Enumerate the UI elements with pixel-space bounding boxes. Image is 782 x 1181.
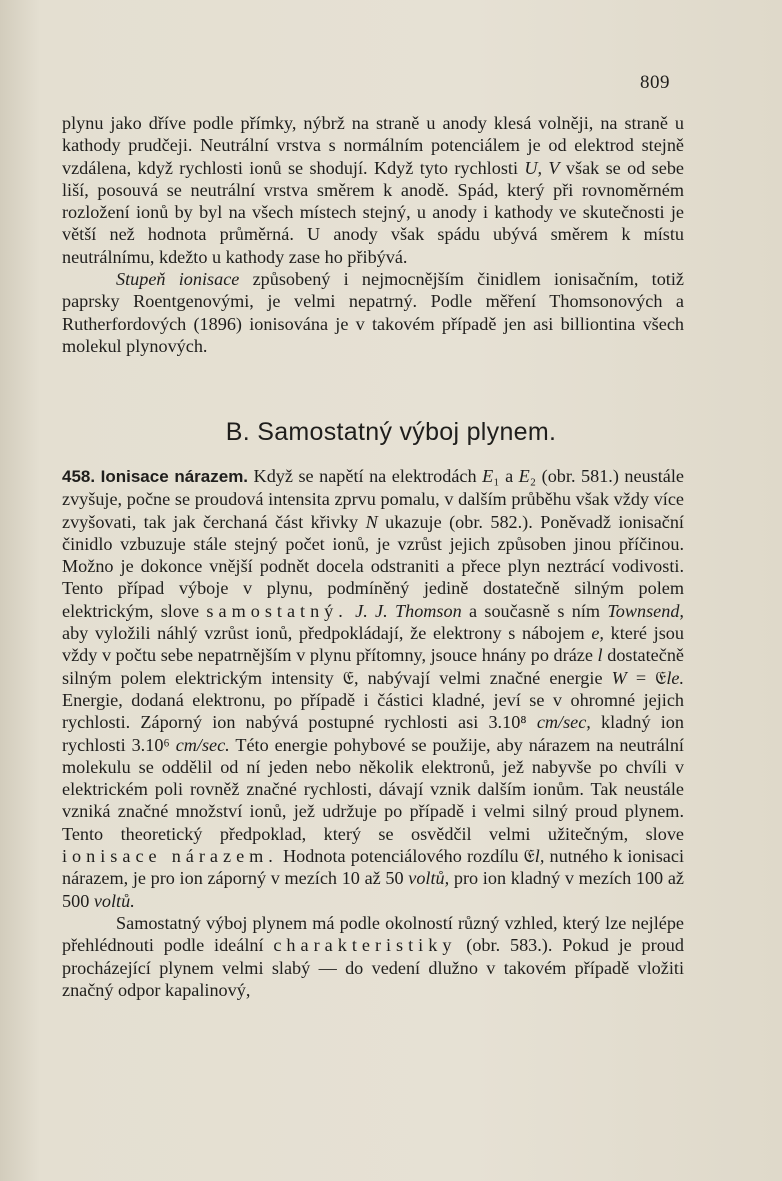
text-run: způsobený i nejmocnějším činidlem ionisačním, totiž paprsky Roentgenovými, je velmi nepatrný. Podle měření Thomsonových a Rutherfordových (1896) ionisována je v takovém případě jen asi billiontina všech molekul plynových. [62, 269, 684, 356]
italic-text: W [611, 667, 627, 688]
text-run: aby vyložili náhlý vzrůst ionů, předpokládají, že elektrony s nábojem [62, 623, 592, 644]
text-run: = 𝔈 [626, 667, 667, 688]
text-run: Hodnota potenciálového rozdílu 𝔈 [277, 846, 535, 867]
italic-text: l, [534, 846, 545, 867]
text-run: Samostatný výboj plynem má podle okolností různý vzhled, který lze nejlépe přehlédnouti podle ideální [62, 912, 684, 956]
italic-text: E [482, 466, 494, 486]
italic-text: J. J. Thomson [355, 600, 462, 621]
paragraph-body [62, 466, 684, 911]
italic-text: cm/sec, [536, 712, 591, 733]
italic-text: N [365, 511, 378, 532]
text-run: plynu jako dříve podle přímky, nýbrž na straně u anody klesá volněji, na straně u kathody prudčeji. Neutrální vrstva s normálním potenciálem je od elektrod stejně vzdálena, když rychlosti ionů se shodují. Když tyto rychlosti [62, 113, 684, 178]
italic-text: le. [666, 667, 684, 688]
italic-text: E [518, 466, 530, 486]
text-run: dostatečně silným polem elektrickým intensity 𝔈, nabývají velmi značné energie [62, 645, 684, 688]
section-heading: B. Samostatný výboj plynem. [225, 418, 557, 446]
text-run: Když se napětí na elektrodách [248, 466, 483, 486]
italic-text: voltů, [408, 868, 450, 889]
italic-text: U, V [524, 157, 560, 178]
paragraph [62, 268, 684, 357]
text-run: ukazuje (obr. 582.). Poněvadž ionisační činidlo vzbuzuje stále stejný počet ionů, je vzrůst jejich způsoben jinou příčinou. Možno je dokonce vnější podnět docela odstraniti a přece plyn neztrácí vodivosti. Tento případ výboje v plynu, podmíněný jedině dostatečně silným polem elektrickým, slove [62, 511, 684, 621]
spaced-text: ionisace nárazem. [62, 846, 278, 867]
text-run: ₁ a [493, 466, 519, 486]
text-run: (obr. 583.). Pokud je proud procházející plynem velmi slabý — do vedení dlužno v takovém případě vložiti značný odpor kapalinový, [62, 935, 684, 1000]
italic-text: Townsend, [607, 600, 684, 621]
text-block-top [62, 112, 684, 357]
italic-text: e, [591, 623, 604, 644]
italic-text: l [597, 645, 603, 666]
italic-text: voltů. [93, 890, 135, 911]
text-run: kladný ion rychlosti 3.10⁶ [62, 712, 684, 755]
text-run: Energie, dodaná elektronu, po případě i částici kladné, jeví se v ohromné jejich rychlosti. Záporný ion nabývá postupné rychlosti asi 3.10⁸ [62, 689, 684, 733]
subsection-title: Ionisace nárazem. [100, 467, 249, 486]
paragraph [62, 465, 684, 912]
text-block-bottom [62, 465, 684, 1001]
text-run: pro ion kladný v mezích 100 až 500 [62, 868, 684, 911]
text-run: však se od sebe liší, posouvá se neutrální vrstva směrem k anodě. Spád, který při rovnoměrném rozložení ionů by byl na všech místech stejný, u anody i kathody ve skutečnosti je větší než hodnota průměrná. U anody však spádu ubývá směrem k místu neutrálnímu, kdežto u kathody zase ho přibývá. [62, 157, 684, 267]
italic-text: cm/sec. [175, 734, 230, 755]
spaced-text: charakteristiky [273, 935, 457, 956]
subsection-number: 458. [62, 467, 96, 486]
page-number: 809 [640, 72, 670, 93]
italic-text: Stupeň ionisace [116, 269, 240, 290]
text-run: a současně s ním [461, 600, 608, 621]
spaced-text: samostatný. [206, 600, 348, 621]
paragraph [62, 112, 684, 268]
paragraph [62, 912, 684, 1001]
text-run: Této energie pohybové se použije, aby nárazem na neutrální molekulu se oddělil od ní jeden nebo několik elektronů, jež nabyvše po chvíli v elektrickém poli rovněž značné rychlosti, dávají vznik dalším ionům. Tak neustále vzniká značné množství ionů, jež udržuje po případě i velmi silný proud plynem. Tento theoretický předpoklad, který se osvědčil velmi užitečným, slove [62, 734, 684, 844]
text-run: ₂ (obr. 581.) neustále zvyšuje, počne se proudová intensita zprvu pomalu, v dalším průběhu však vždy více zvyšovati, tak jak čerchaná část křivky [62, 466, 684, 532]
text-run: které jsou vždy v počtu sebe nepatrnějším v plynu přítomny, jsouce hnány po dráze [62, 623, 684, 666]
text-run: nutného k ionisaci nárazem, je pro ion záporný v mezích 10 až 50 [62, 846, 685, 889]
